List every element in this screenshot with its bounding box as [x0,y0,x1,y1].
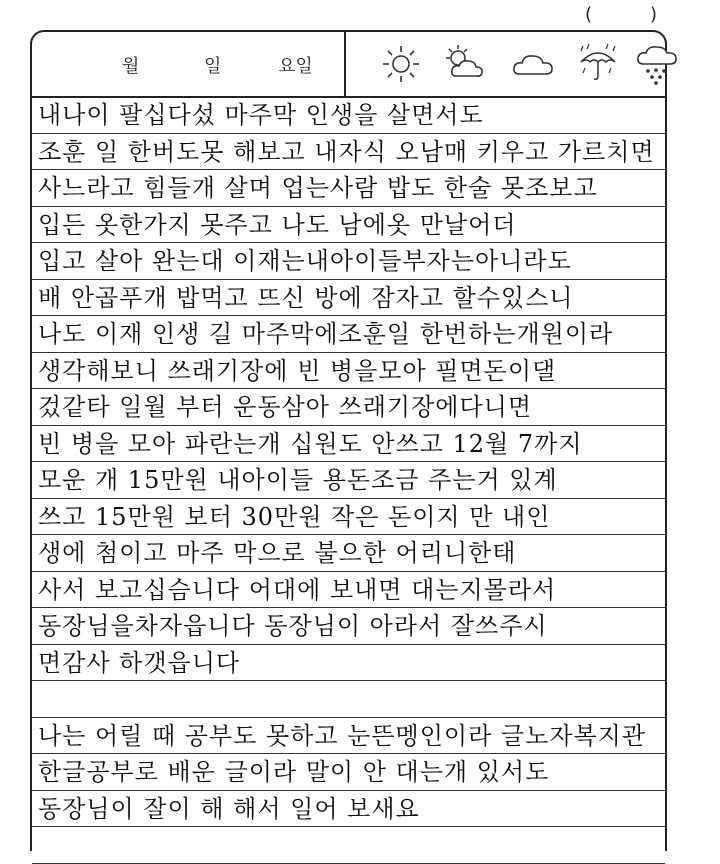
handwritten-line [32,753,665,791]
cloud-sun-icon [442,42,488,86]
line-text: 조훈 일 한버도못 해보고 내자식 오남매 키우고 가르치면 [38,137,655,166]
handwritten-line [32,461,665,499]
handwritten-line [32,790,665,828]
line-text: 면감사 하갯읍니다 [38,648,241,677]
handwritten-line [32,571,665,609]
line-text: 동장님을차자읍니다 동장님이 아라서 잘쓰주시 [38,612,548,640]
line-text: 생각해보니 쓰래기장에 빈 병을모아 필면돈이댈 [38,356,557,385]
line-text: 한글공부로 배운 글이라 말이 안 대는개 있서도 [38,758,550,786]
handwritten-line [32,96,665,134]
handwritten-line [32,717,665,755]
handwritten-line [32,133,665,171]
paren-open: ( [585,4,593,25]
snow-cloud-icon [634,42,680,86]
line-text: 쓰고 15만원 보터 30만원 작은 돈이지 만 내인 [38,502,551,531]
diary-header [32,32,665,98]
cloud-icon [510,42,556,86]
line-text: 나도 이재 인생 길 마주막에조훈일 한번하는개원이라 [38,320,614,348]
handwritten-line [32,826,665,864]
line-text: 생에 첨이고 마주 막으로 불으한 어리니한태 [38,539,517,567]
handwritten-line [32,644,665,682]
weekday-label: 요일 [278,56,313,77]
umbrella-rain-icon [575,42,621,86]
handwritten-line [32,680,665,718]
line-text: 모운 개 15만원 내아이들 용돈조금 주는거 있계 [38,466,558,494]
handwritten-line [32,242,665,280]
month-label: 월 [122,56,140,77]
line-text: 입든 옷한가지 못주고 나도 남에옷 만날어더 [38,210,517,239]
handwritten-line [32,498,665,536]
handwritten-line [32,352,665,390]
line-text: 사서 보고십슴니다 어대에 보내면 대는지몰라서 [38,575,557,604]
sun-icon [378,42,424,86]
handwritten-line [32,169,665,207]
handwritten-line [32,279,665,317]
paren-close: ) [650,4,658,25]
line-text: 겄같타 일월 부터 운동삼아 쓰래기장에다니면 [38,393,533,421]
day-label: 일 [204,56,222,77]
handwritten-line [32,534,665,572]
line-text: 사느라고 힘들개 살며 업는사람 밥도 한술 못조보고 [38,174,598,202]
line-text: 동장님이 잘이 해 해서 일어 보새요 [38,794,420,823]
handwritten-line [32,315,665,353]
handwritten-line [32,607,665,645]
line-text: 나는 어릴 때 공부도 못하고 눈뜬멩인이라 글노자복지관 [38,721,647,750]
diary-sheet [30,30,667,851]
line-text: 입고 살아 완는대 이재는내아이들부자는아니라도 [38,247,572,275]
date-area [32,32,346,96]
line-text: 내나이 팔십다섰 마주막 인생을 살면서도 [38,101,484,129]
handwritten-line [32,206,665,244]
weather-icons [350,32,666,96]
line-text: 빈 병을 모아 파란는개 십원도 안쓰고 12월 7까지 [38,429,583,458]
line-text: 배 안곱푸개 밥먹고 뜨신 방에 잠자고 할수있스니 [38,283,574,312]
handwritten-line [32,388,665,426]
ruled-line [32,863,665,864]
handwritten-line [32,425,665,463]
